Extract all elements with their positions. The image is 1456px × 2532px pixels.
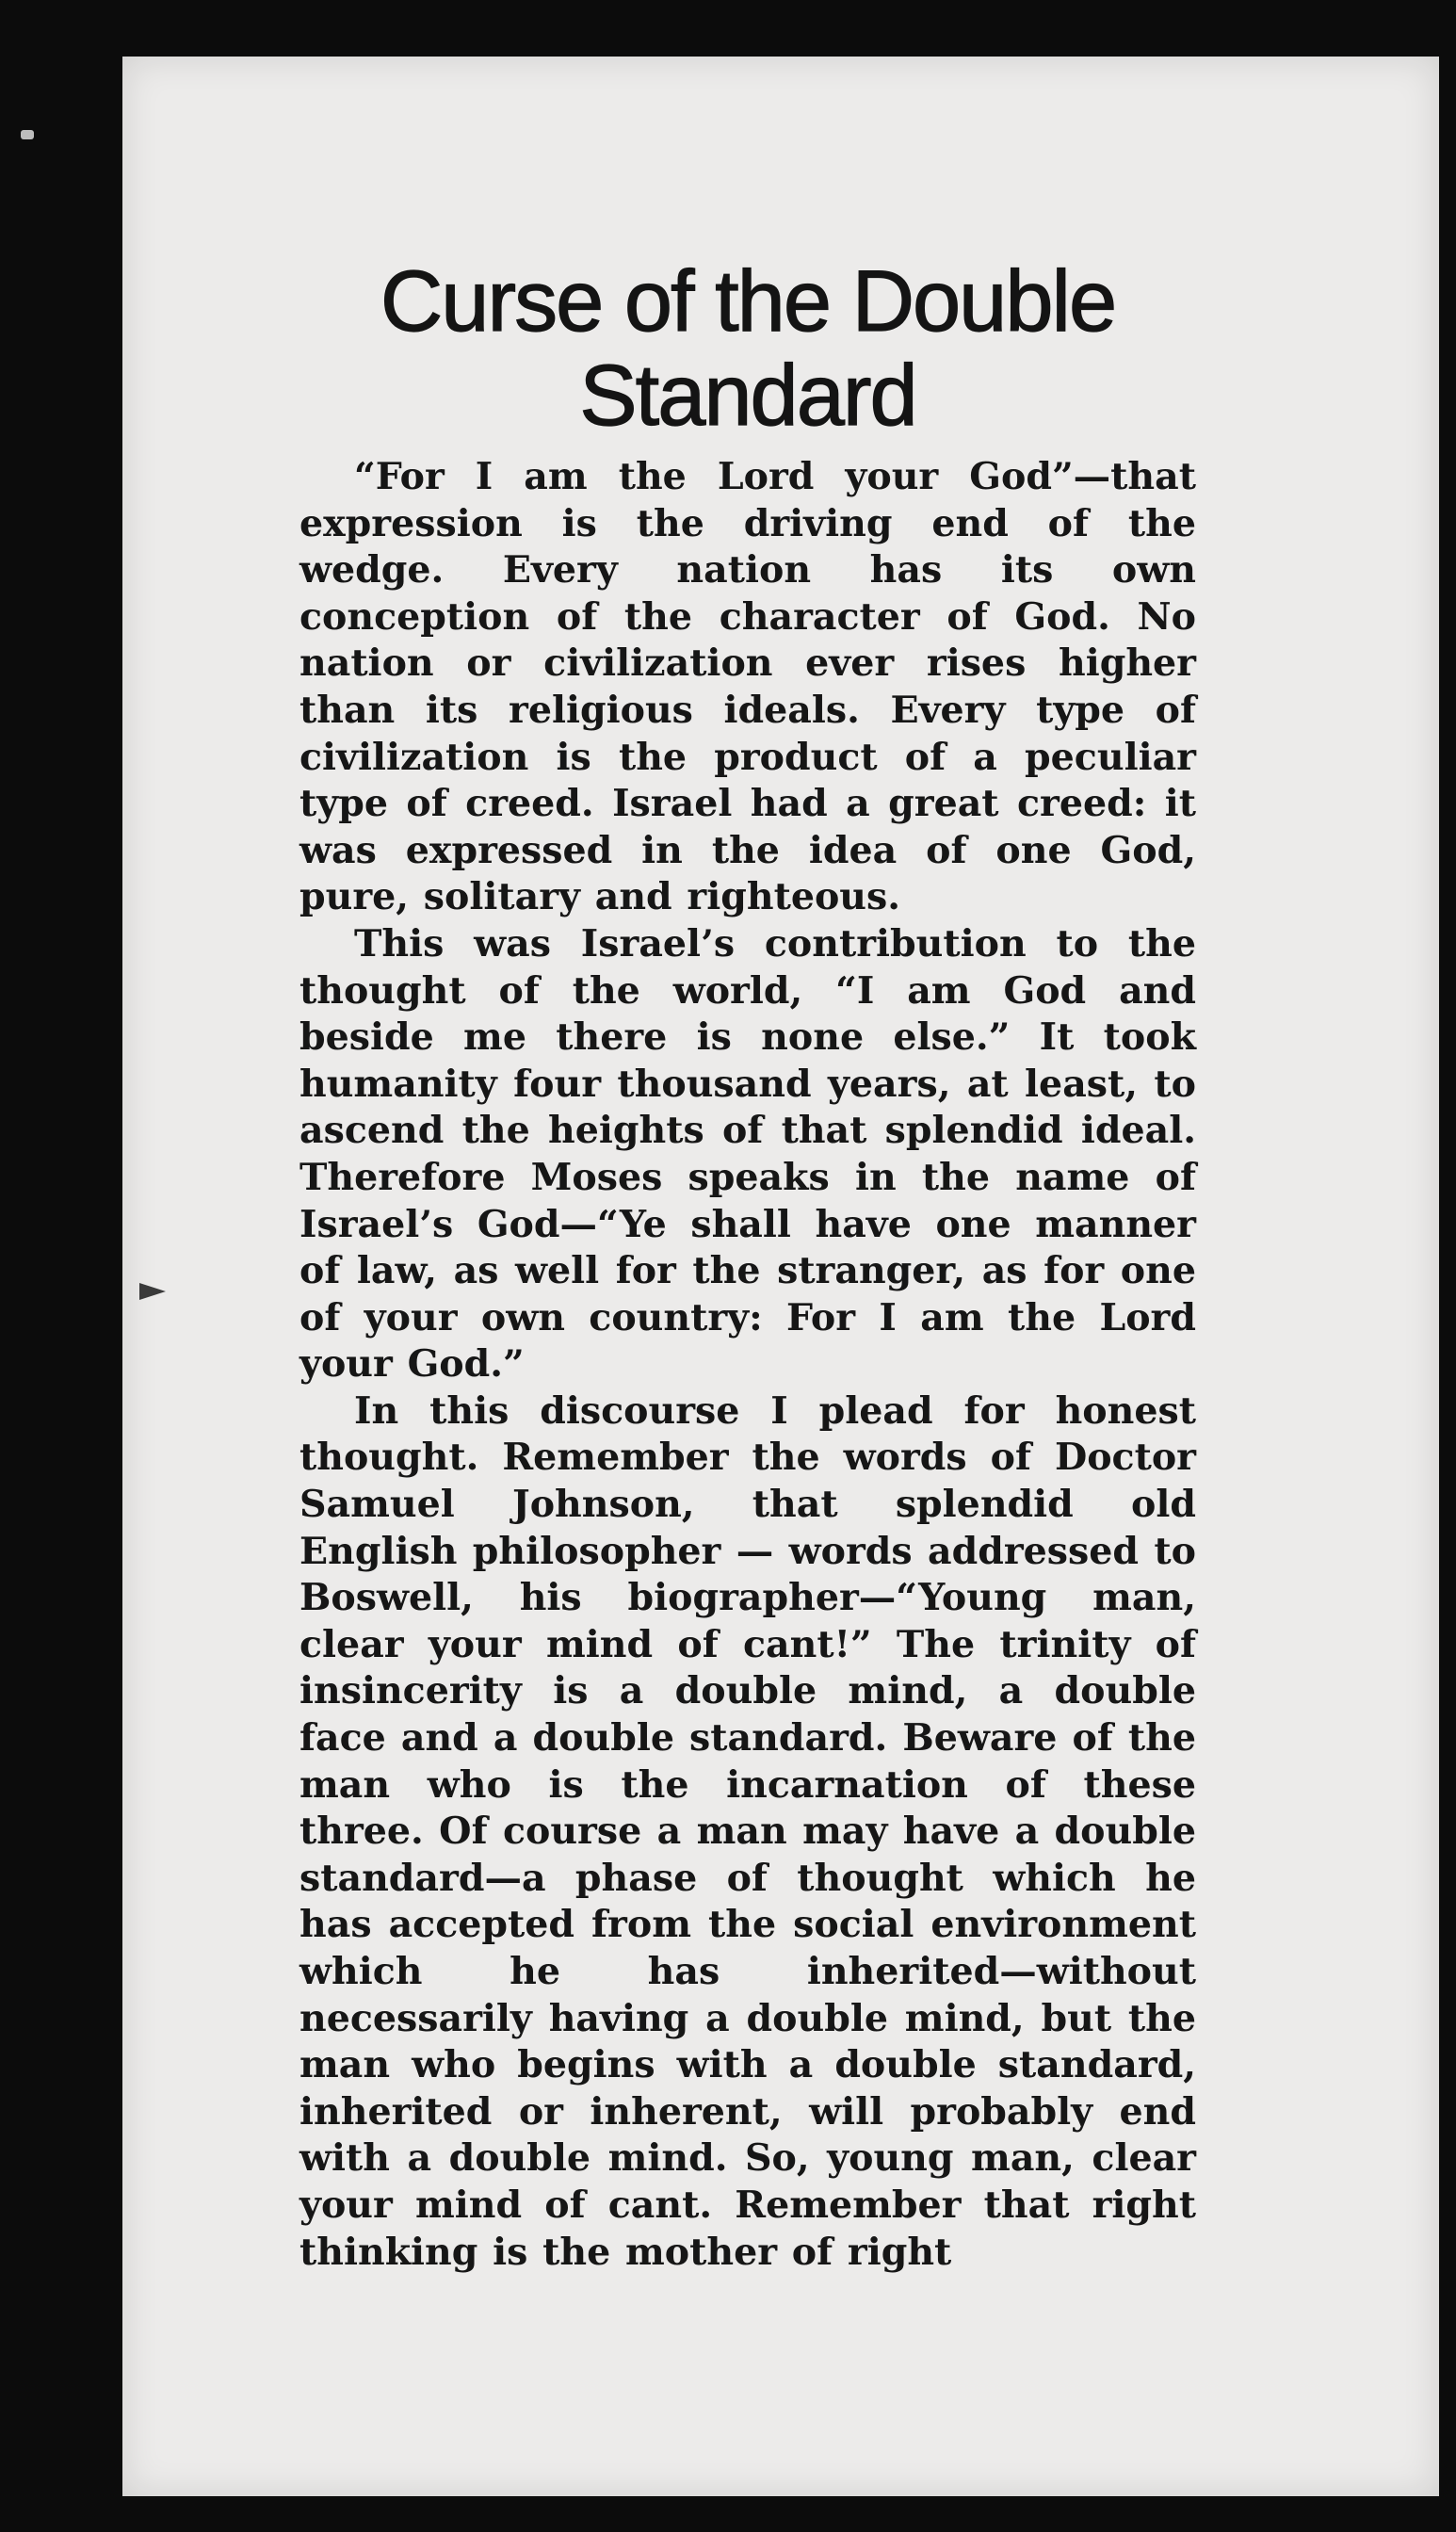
margin-arrow-icon bbox=[139, 1283, 166, 1300]
article-paragraph-1: “For I am the Lord your God”—that expression is the driving end of the wedge. Every nation has its own conception of the character of God. No nation or civilization ever rises higher than its religious ideals. Every type of civilization is the product of a peculiar type of creed. Israel had a great creed: it was expressed in the idea of one God, pure, solitary and righteous. bbox=[299, 455, 1196, 919]
clipping-page bbox=[122, 57, 1439, 2496]
article-column bbox=[299, 254, 1196, 2276]
scan-edge-mark bbox=[21, 130, 34, 139]
article-title: Curse of the Double Standard bbox=[380, 253, 1116, 444]
article-paragraph-2: This was Israel’s contribution to the thought of the world, “I am God and beside me there is none else.” It took humanity four thousand years, at least, to ascend the heights of that splendid ideal. Therefore Moses speaks in the name of Israel’s God—“Ye shall have one manner of law, as well for the stranger, as for one of your own country: For I am the Lord your God.” bbox=[299, 921, 1196, 1387]
article-paragraph-3: In this discourse I plead for honest thought. Remember the words of Doctor Samuel Johnson, that splendid old English philosopher — words addressed to Boswell, his biographer—“Young man, clear your mind of cant!” The trinity of insincerity is a double mind, a double face and a double standard. Beware of the man who is the incarnation of these three. Of course a man may have a double standard—a phase of thought which he has accepted from the social environment which he has inherited—without necessarily having a double mind, but the man who begins with a double standard, inherited or inherent, will probably end with a double mind. So, young man, clear your mind of cant. Remember that right thinking is the mother of right bbox=[299, 1388, 1196, 2274]
